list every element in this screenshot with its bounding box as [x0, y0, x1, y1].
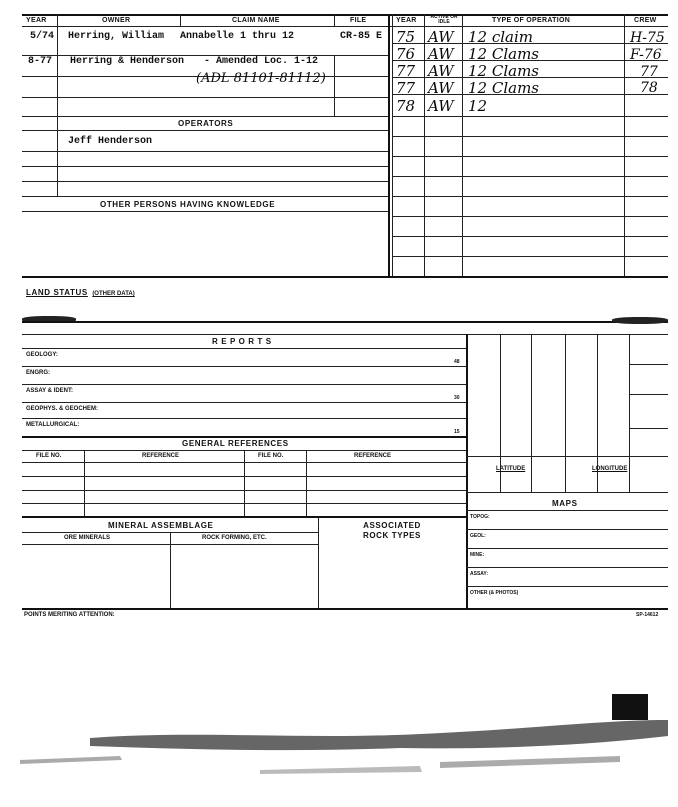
- ref-col-reference-2: REFERENCE: [354, 453, 392, 459]
- land-status-title: LAND STATUS: [26, 288, 88, 297]
- report-metallurgical-label: METALLURGICAL:: [26, 422, 80, 428]
- latitude-label: LATITUDE: [496, 466, 526, 472]
- activity-year-4: 77: [396, 79, 416, 97]
- report-num-15: 15: [454, 429, 460, 435]
- ref-col-file-no-2: FILE NO.: [258, 453, 284, 459]
- header-year2: YEAR: [396, 17, 417, 24]
- claim-owner-1: Herring, William: [68, 31, 165, 42]
- other-persons-title: OTHER PERSONS HAVING KNOWLEDGE: [100, 200, 276, 209]
- activity-operation-1: 12 claim: [468, 28, 534, 46]
- report-geology-label: GEOLOGY:: [26, 352, 58, 358]
- mineral-assemblage-title: MINERAL ASSEMBLAGE: [108, 521, 214, 530]
- header-type-of-operation: TYPE OF OPERATION: [492, 17, 571, 24]
- claim-owner-2: Herring & Henderson: [70, 56, 185, 67]
- associated-rock-types-label: ASSOCIATED ROCK TYPES: [362, 521, 421, 540]
- points-meriting-attention: POINTS MERITING ATTENTION:: [24, 612, 115, 618]
- maps-topog-label: TOPOG:: [470, 514, 490, 520]
- header-claim-name: CLAIM NAME: [232, 17, 280, 24]
- report-assay-label: ASSAY & IDENT:: [26, 388, 74, 394]
- activity-crew-3: 77: [640, 64, 658, 80]
- report-num-30: 30: [454, 395, 460, 401]
- claim-file-1: CR-85 E: [340, 31, 383, 42]
- longitude-label: LONGITUDE: [592, 466, 628, 472]
- ore-minerals-label: ORE MINERALS: [64, 535, 111, 541]
- header-year: YEAR: [26, 17, 47, 24]
- ref-col-file-no-1: FILE NO.: [36, 453, 62, 459]
- maps-assay-label: ASSAY:: [470, 571, 489, 577]
- activity-operation-2: 12 Clams: [468, 45, 539, 63]
- claim-note: (ADL 81101-81112): [196, 71, 326, 86]
- activity-operation-3: 12 Clams: [468, 62, 539, 80]
- activity-year-1: 75: [396, 28, 416, 46]
- activity-crew-4: 78: [640, 80, 658, 96]
- land-status: [26, 282, 135, 300]
- land-status-sub: (OTHER DATA): [92, 291, 135, 297]
- operators-title: OPERATORS: [178, 119, 234, 128]
- activity-status-1: AW: [428, 28, 454, 46]
- maps-title: MAPS: [552, 499, 578, 508]
- activity-crew-1: H-75: [630, 30, 665, 46]
- scan-noise: [0, 690, 678, 800]
- claim-name-2: - Amended Loc. 1-12: [204, 56, 319, 67]
- activity-year-3: 77: [396, 62, 416, 80]
- activity-status-4: AW: [428, 79, 454, 97]
- claim-name-1: Annabelle 1 thru 12: [180, 31, 295, 42]
- ref-col-reference-1: REFERENCE: [142, 453, 180, 459]
- maps-geol-label: GEOL:: [470, 533, 486, 539]
- activity-status-3: AW: [428, 62, 454, 80]
- report-engrg-label: ENGRG:: [26, 370, 50, 376]
- maps-mine-label: MINE:: [470, 552, 485, 558]
- activity-status-2: AW: [428, 45, 454, 63]
- header-owner: OWNER: [102, 17, 131, 24]
- report-num-48: 48: [454, 359, 460, 365]
- report-geophys-label: GEOPHYS. & GEOCHEM:: [26, 406, 99, 412]
- operator-name: Jeff Henderson: [68, 136, 153, 147]
- maps-other-label: OTHER (& PHOTOS): [470, 590, 519, 596]
- general-references-title: GENERAL REFERENCES: [182, 439, 289, 448]
- form-number: SP-14612: [636, 612, 659, 618]
- activity-year-2: 76: [396, 45, 416, 63]
- activity-operation-5: 12: [468, 97, 488, 115]
- rock-forming-label: ROCK FORMING, ETC.: [202, 535, 267, 541]
- claim-year-2: 8-77: [28, 56, 53, 67]
- activity-year-5: 78: [396, 97, 416, 115]
- reports-title: R E P O R T S: [212, 337, 272, 346]
- activity-crew-2: F-76: [630, 47, 662, 63]
- header-crew: CREW: [634, 17, 657, 24]
- claim-year-1: 5/74: [30, 31, 55, 42]
- header-file: FILE: [350, 17, 367, 24]
- header-active-idle: ACTIVE OR IDLE: [430, 14, 458, 25]
- activity-operation-4: 12 Clams: [468, 79, 539, 97]
- activity-status-5: AW: [428, 97, 454, 115]
